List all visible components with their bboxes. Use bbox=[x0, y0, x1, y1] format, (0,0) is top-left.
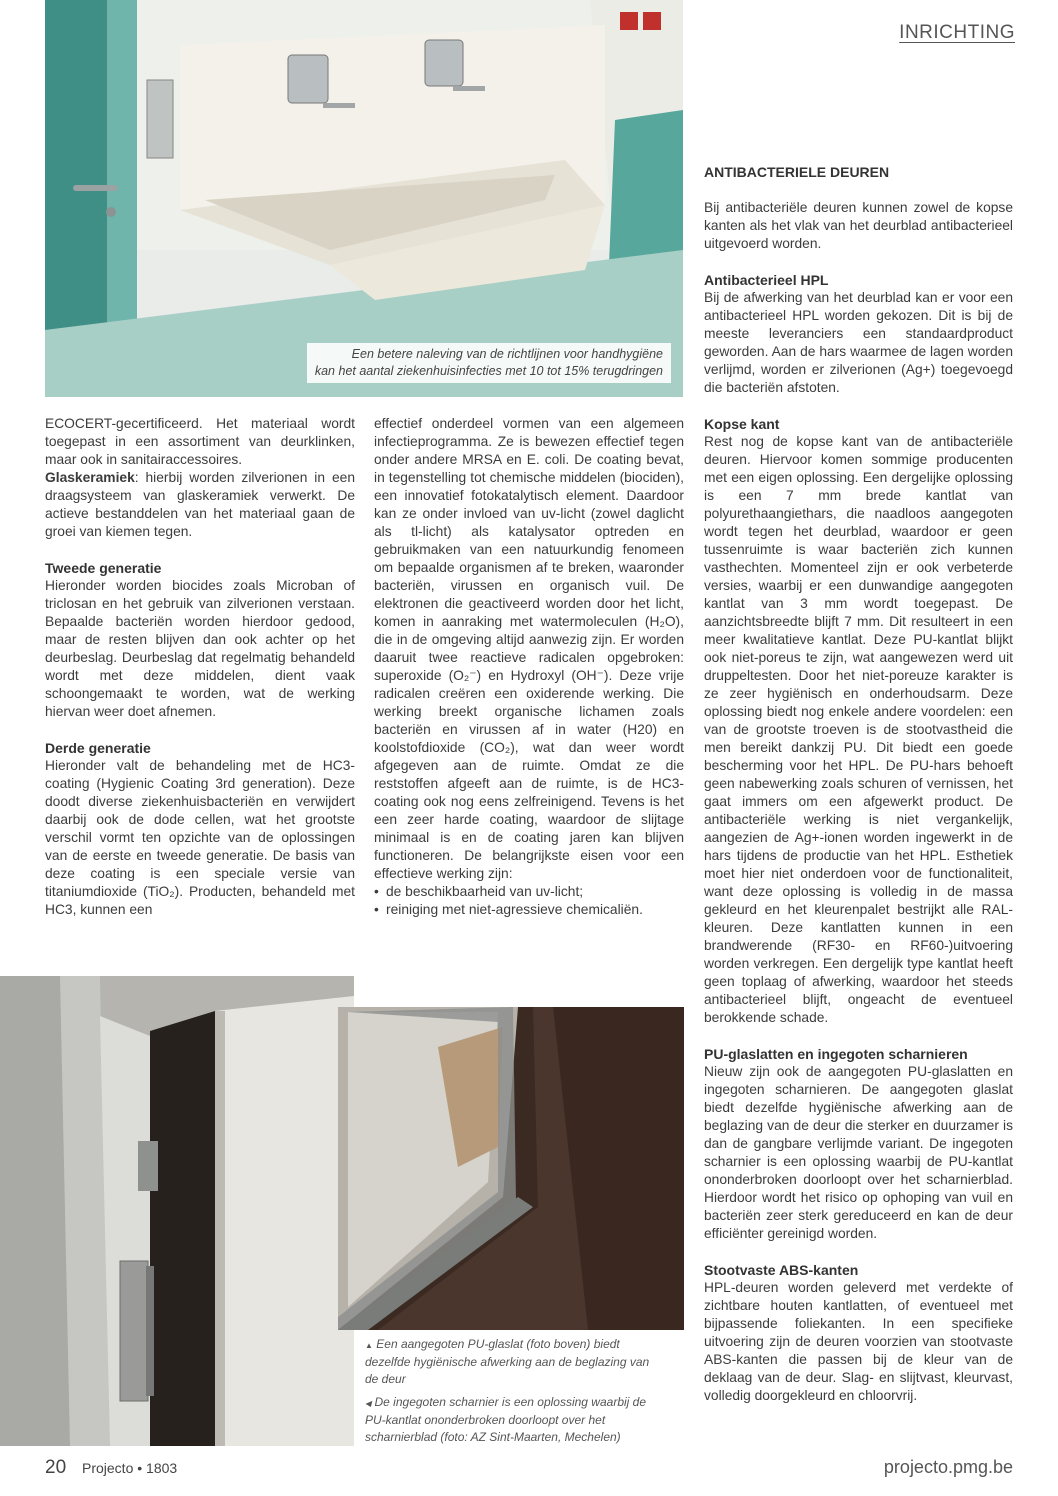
door-hinge-illustration bbox=[0, 976, 354, 1446]
caption-scharnier: ◀ De ingegoten scharnier is een oplossing waarbij de PU-kantlat ononderbroken doorloopt over het scharnierblad (foto: AZ Sint-Maarten, Mechelen) bbox=[365, 1395, 646, 1444]
caption-glaslat: ▲ Een aangegoten PU-glaslat (foto boven) biedt dezelfde hygiënische afwerking aan de beglazing van de deur bbox=[365, 1337, 650, 1386]
column-2 bbox=[374, 415, 684, 919]
col1-intro: ECOCERT-gecertificeerd. Het materiaal wordt toegepast in een assortiment van deurklinken, maar ook in sanitairaccessoires. bbox=[45, 416, 355, 467]
photo-top-caption-line2: kan het aantal ziekenhuisinfecties met 10 tot 15% terugdringen bbox=[314, 364, 663, 378]
col3-kops-text: Rest nog de kopse kant van de antibacteriële deuren. Hiervoor komen sommige producenten met een eigen oplossing. Een dergelijke oplossing is een 7 mm brede kantlat van polyurethaangiethars, die naadloos aangegoten wordt tegen het deurblad, waardoor er geen tussenruimte is waar bacteriën zich kunnen vasthechten. Momenteel zijn er ook verbeterde versies, waarbij er een dunwandige aangegoten kantlat van 3 mm wordt toegepast. De aanzichtsbreedte blijft 7 mm. Dit resulteert in een meer kwalitatieve kantlat. Deze PU-kantlat blijkt ook niet-poreus te zijn, wat aangewezen werd uit druppeltesten. Door het niet-poreuze karakter is ze zeer hygiënisch en onderhoudsarm. Deze oplossing biedt nog enkele andere voordelen: een van de grootste troeven is de stootvastheid die men bereikt dankzij PU. Dit biedt een goede bescherming voor het HPL. De PU-hars behoeft geen nabewerking zoals schuren of vernissen, het gaat immers om een afgewerkt product. De antibacteriële werking is niet vergankelijk, aangezien de Ag+-ionen worden ingewerkt in de hars tijdens de productie van het HPL. Esthetiek moet hier niet onderdoen voor de functionaliteit, want deze oplossing is volledig in de massa gekleurd en het kleurenpalet bestrijkt alle RAL-kleuren. Deze kantlatten kunnen in een brandwerende (RF30- en RF60-)uitvoering worden verkregen. Een dergelijk type kantlat heeft geen toplaag of afwerking, waardoor het steeds antibacterieel blijft, ongeacht de eventueel berokkende schade. bbox=[704, 434, 1013, 1025]
left-arrow-icon: ◀ bbox=[365, 1399, 372, 1408]
section-tag: INRICHTING bbox=[899, 22, 1015, 43]
col3-intro: Bij antibacteriële deuren kunnen zowel de kopse kanten als het vlak van het deurblad antibacterieel uitgevoerd worden. bbox=[704, 200, 1013, 251]
heading-antibacteriele-deuren: ANTIBACTERIELE DEUREN bbox=[704, 164, 890, 180]
photo-washbasin bbox=[45, 0, 683, 397]
photo-glaslat bbox=[338, 1007, 684, 1330]
photo-top-caption-line1: Een betere naleving van de richtlijnen voor handhygiëne bbox=[351, 347, 663, 361]
col1-tweede-text: Hieronder worden biocides zoals Microban of triclosan en het gebruik van zilverionen verstaan. Bepaalde bacteriën worden hierdoor gedood, maar de resten blijven dan ook achter op het deurbeslag. Deurbeslag dat regelmatig behandeld wordt met deze middelen, dient vaak schoongemaakt te worden, wat de werking hiervan weer doet afnemen. bbox=[45, 578, 355, 719]
col2-text: effectief onderdeel vormen van een algemeen infectieprogramma. Ze is bewezen effectief tegen onder andere MRSA en E. coli. De coating bevat, in tegenstelling tot chemische middelen (biociden), een innovatief fotokatalytisch element. Daardoor kan ze onder invloed van uv-licht (zowel daglicht als tl-licht) als katalysator optreden en gebruikmaken van een natuurkundig fenomeen om bepaalde organismen af te breken, waaronder bacteriën, virussen en organisch vuil. De elektronen die geactiveerd worden door het licht, komen in aanraking met watermoleculen (H₂O), die in de omgeving altijd aanwezig zijn. Er worden daaruit twee reactieve radicalen opgebroken: superoxide (O₂⁻) en Hydroxyl (OH⁻). Deze vrije radicalen creëren een oxiderende werking. Die werking breekt organische lichamen zoals bacteriën en virussen af in water (H20) en koolstofdioxide (CO₂), wat dan weer wordt afgegeven aan de ruimte. Omdat ze die reststoffen afgeeft aan de ruimte, is de HC3-coating ook nog eens zelfreinigend. Tevens is het een zeer harde coating, waardoor de slijtage minimaal is en de coating jaren kan blijven functioneren. De belangrijkste eisen voor een effectieve werking zijn: bbox=[374, 416, 684, 881]
photo-captions bbox=[365, 1336, 655, 1452]
glaslat-illustration bbox=[338, 1007, 684, 1330]
photo-top-caption bbox=[307, 343, 671, 383]
heading-pu-glaslatten: PU-glaslatten en ingegoten scharnieren bbox=[704, 1046, 968, 1062]
requirements-list bbox=[374, 883, 684, 919]
column-3 bbox=[704, 163, 1013, 1423]
col3-hpl-text: Bij de afwerking van het deurblad kan er voor een antibacterieel HPL worden gekozen. Dit is bij de meeste leveranciers een standaardproduct geworden. Aan de hars waarmee de lagen worden verlijmd, worden er zilverionen (Ag+) toegevoegd die bacteriën afstoten. bbox=[704, 290, 1013, 395]
heading-derde-generatie: Derde generatie bbox=[45, 740, 151, 756]
col3-pu-text: Nieuw zijn ook de aangegoten PU-glaslatten en ingegoten scharnieren. De aangegoten glaslat biedt dezelfde hygiënische afwerking aan de beglazing van de deur die sterker en duurzamer is dan de gangbare verlijmde variant. De ingegoten scharnier is een oplossing waarbij de PU-kantlat ononderbroken doorloopt over het scharnierblad. Hierdoor wordt het risico op ophoping van vuil en bacteriën zeer sterk gereduceerd en kan de deur efficiënter gereinigd worden. bbox=[704, 1064, 1013, 1241]
list-item: • reiniging met niet-agressieve chemicaliën. bbox=[374, 901, 684, 919]
up-arrow-icon: ▲ bbox=[365, 1341, 373, 1350]
heading-kopse-kant: Kopse kant bbox=[704, 416, 780, 432]
glaskeramiek-keyword: Glaskeramiek bbox=[45, 470, 135, 485]
col1-glaskeramiek-text: : hierbij worden zilverionen in een draagsysteem van glaskeramiek verwerkt. De actieve bestanddelen van het materiaal gaan de groei van kiemen tegen. bbox=[45, 470, 355, 539]
heading-antibacterieel-hpl: Antibacterieel HPL bbox=[704, 272, 829, 288]
col3-abs-text: HPL-deuren worden geleverd met verdekte of zichtbare houten kantlatten, of eventueel met bijpassende foliekanten. In een specifieke uitvoering zijn de deuren voorzien van stootvaste ABS-kanten die passen bij de kleur van de deklaag van de deur. Slag- en slijtvast, kleurvast, volledig doorgekleurd en chloorvrij. bbox=[704, 1280, 1013, 1403]
list-item: • de beschikbaarheid van uv-licht; bbox=[374, 883, 684, 901]
website-link[interactable]: projecto.pmg.be bbox=[883, 1457, 1013, 1477]
col1-derde-text: Hieronder valt de behandeling met de HC3-coating (Hygienic Coating 3rd generation). Deze doodt diverse ziekenhuisbacteriën en verwijdert daarbij ook de dode cellen, wat het grootste verschil vormt ten opzichte van de oplossingen van de eerste en tweede generatie. De basis van deze coating is een speciale versie van titaniumdioxide (TiO₂). Producten, behandeld met HC3, kunnen een bbox=[45, 758, 355, 917]
photo-door-hinge bbox=[0, 976, 354, 1446]
washbasin-illustration bbox=[45, 0, 683, 397]
page-number: 20 bbox=[45, 1457, 67, 1478]
column-1 bbox=[45, 415, 355, 937]
heading-tweede-generatie: Tweede generatie bbox=[45, 560, 162, 576]
magazine-issue: Projecto • 1803 bbox=[82, 1460, 178, 1476]
heading-stootvaste-abs: Stootvaste ABS-kanten bbox=[704, 1262, 859, 1278]
